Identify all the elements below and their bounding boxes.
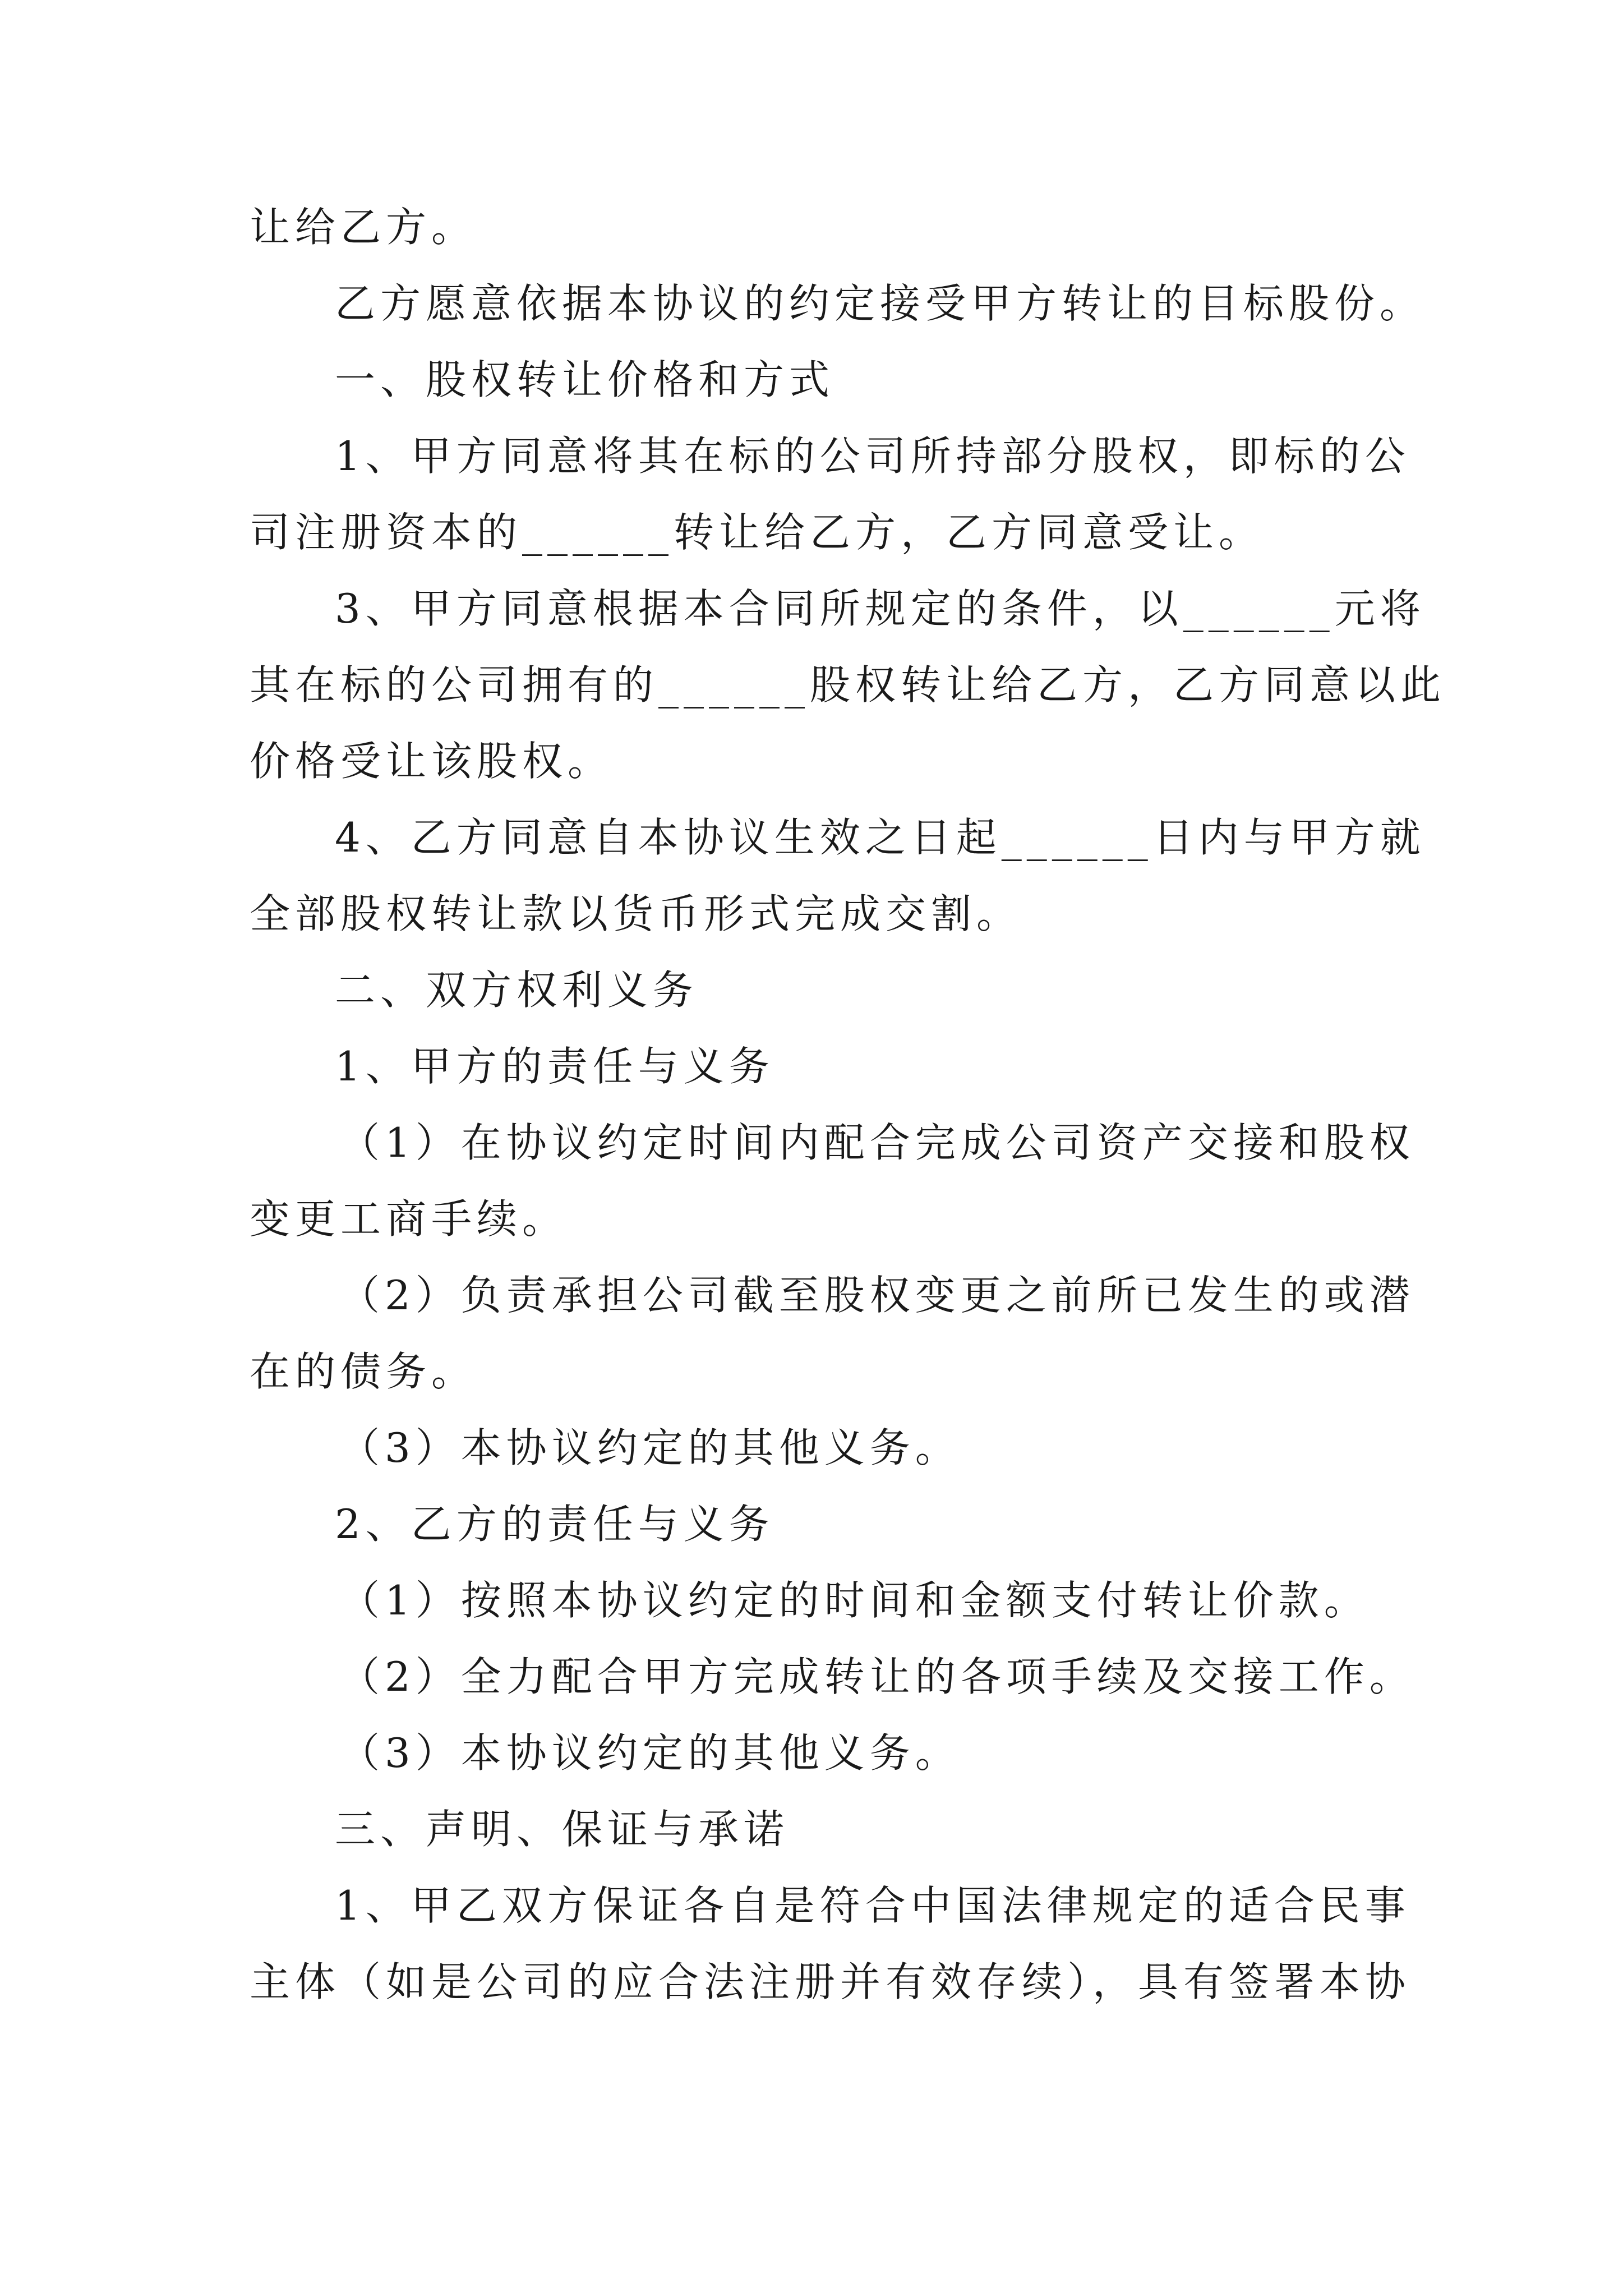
text-line-24: 主体（如是公司的应合法注册并有效存续），具有签署本协 xyxy=(250,1958,1411,2005)
text-line-13: （1）在协议约定时间内配合完成公司资产交接和股权 xyxy=(339,1119,1415,1166)
text-line-5: 司注册资本的______转让给乙方，乙方同意受让。 xyxy=(250,509,1265,556)
text-line-6: 3、甲方同意根据本合同所规定的条件，以______元将 xyxy=(335,585,1426,632)
text-line-14: 变更工商手续。 xyxy=(250,1195,568,1243)
text-line-17: （3）本协议约定的其他义务。 xyxy=(339,1424,961,1471)
text-line-4: 1、甲方同意将其在标的公司所持部分股权，即标的公 xyxy=(335,432,1410,480)
text-line-2: 乙方愿意依据本协议的约定接受甲方转让的目标股份。 xyxy=(335,280,1426,327)
text-line-21: （3）本协议约定的其他义务。 xyxy=(339,1729,961,1777)
text-line-12: 1、甲方的责任与义务 xyxy=(335,1043,774,1090)
text-line-19: （1）按照本协议约定的时间和金额支付转让价款。 xyxy=(339,1577,1370,1624)
section-heading-3: 三、声明、保证与承诺 xyxy=(335,1806,790,1853)
text-line-20: （2）全力配合甲方完成转让的各项手续及交接工作。 xyxy=(339,1653,1415,1700)
text-line-18: 2、乙方的责任与义务 xyxy=(335,1501,774,1548)
text-line-15: （2）负责承担公司截至股权变更之前所已发生的或潜 xyxy=(339,1272,1415,1319)
text-line-7: 其在标的公司拥有的______股权转让给乙方，乙方同意以此 xyxy=(250,661,1446,708)
text-line-23: 1、甲乙双方保证各自是符合中国法律规定的适合民事 xyxy=(335,1882,1410,1929)
text-line-10: 全部股权转让款以货币形式完成交割。 xyxy=(250,890,1022,937)
text-line-1: 让给乙方。 xyxy=(250,204,477,251)
text-line-8: 价格受让该股权。 xyxy=(250,738,614,785)
section-heading-1: 一、股权转让价格和方式 xyxy=(335,356,835,403)
section-heading-2: 二、双方权利义务 xyxy=(335,967,699,1014)
text-line-16: 在的债务。 xyxy=(250,1348,477,1395)
text-line-9: 4、乙方同意自本协议生效之日起______日内与甲方就 xyxy=(335,814,1426,861)
